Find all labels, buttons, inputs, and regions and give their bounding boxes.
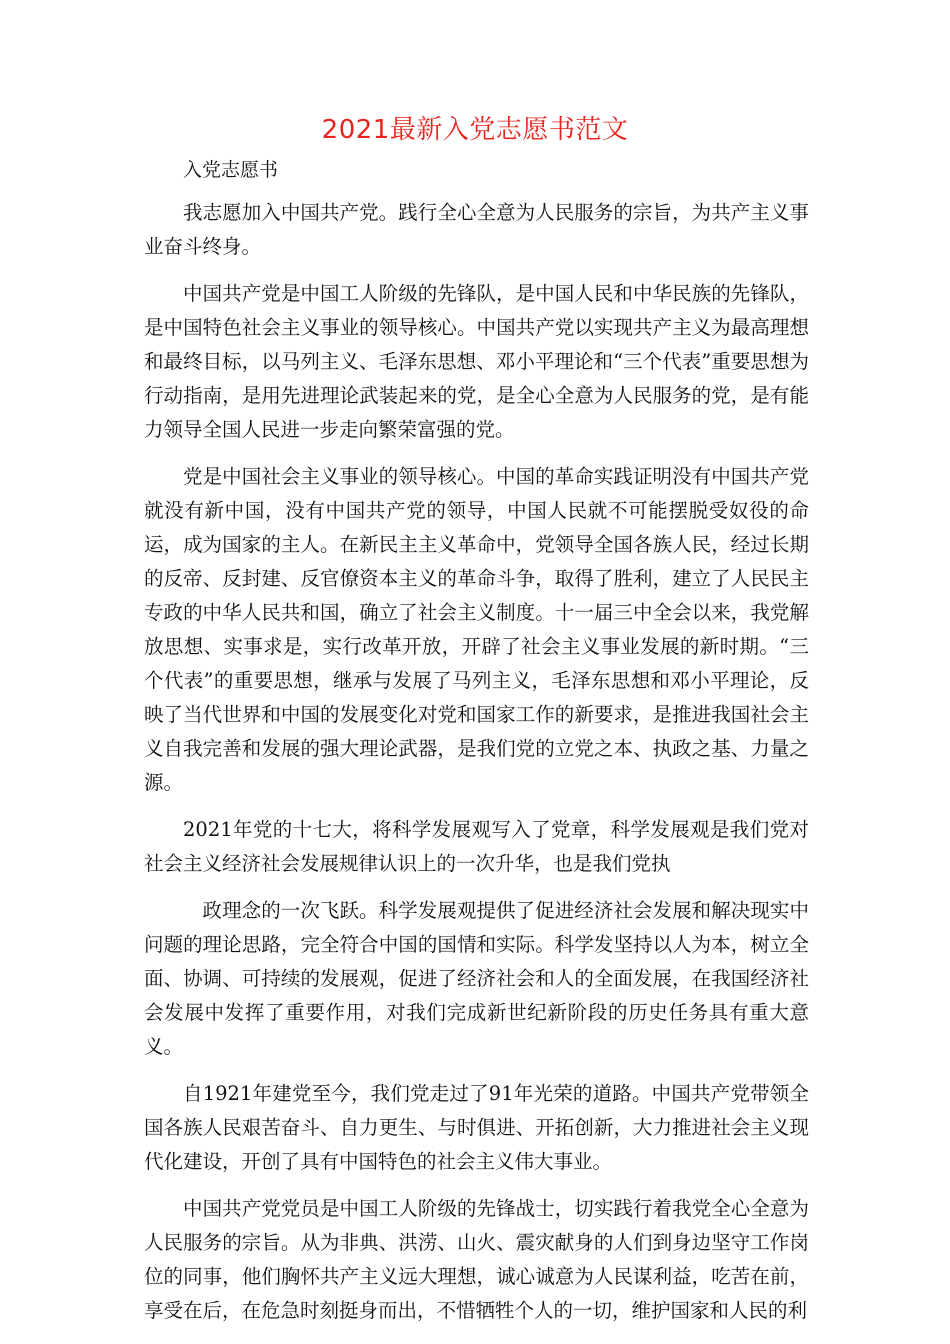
document-subtitle: 入党志愿书 bbox=[183, 159, 279, 181]
document-title: 2021最新入党志愿书范文 bbox=[321, 115, 629, 145]
paragraph-6: 自1921年建党至今，我们党走过了91年光荣的道路。中国共产党带领全国各族人民艰苦奋斗、自力更生、与时俱进、开拓创新，大力推进社会主义现代化建设，开创了具有中国特色的社会主义伟大事业。 bbox=[144, 1082, 809, 1173]
paragraph-7: 中国共产党党员是中国工人阶级的先锋战士，切实践行着我党全心全意为人民服务的宗旨。从为非典、洪涝、山火、震灾献身的人们到身边坚守工作岗位的同事，他们胸怀共产主义远大理想，诚心诚意为人民谋利益，吃苦在前，享受在后，在危急时刻挺身而出，不惜牺牲个人的一切，维护国家和人民的利 bbox=[144, 1197, 809, 1322]
paragraph-2: 中国共产党是中国工人阶级的先锋队，是中国人民和中华民族的先锋队，是中国特色社会主义事业的领导核心。中国共产党以实现共产主义为最高理想和最终目标，以马列主义、毛泽东思想、邓小平理论和“三个代表”重要思想为行动指南，是用先进理论武装起来的党，是全心全意为人民服务的党，是有能力领导全国人民进一步走向繁荣富强的党。 bbox=[144, 282, 809, 441]
paragraph-3: 党是中国社会主义事业的领导核心。中国的革命实践证明没有中国共产党就没有新中国，没有中国共产党的领导，中国人民就不可能摆脱受奴役的命运，成为国家的主人。在新民主主义革命中，党领导全国各族人民，经过长期的反帝、反封建、反官僚资本主义的革命斗争，取得了胜利，建立了人民民主专政的中华人民共和国，确立了社会主义制度。十一届三中全会以来，我党解放思想、实事求是，实行改革开放，开辟了社会主义事业发展的新时期。“三个代表”的重要思想，继承与发展了马列主义，毛泽东思想和邓小平理论，反映了当代世界和中国的发展变化对党和国家工作的新要求，是推进我国社会主义自我完善和发展的强大理论武器，是我们党的立党之本、执政之基、力量之源。 bbox=[144, 465, 809, 794]
paragraph-5: 政理念的一次飞跃。科学发展观提供了促进经济社会发展和解决现实中问题的理论思路，完全符合中国的国情和实际。科学发坚持以人为本，树立全面、协调、可持续的发展观，促进了经济社会和人的全面发展，在我国经济社会发展中发挥了重要作用，对我们完成新世纪新阶段的历史任务具有重大意义。 bbox=[144, 899, 809, 1058]
paragraph-1: 我志愿加入中国共产党。践行全心全意为人民服务的宗旨，为共产主义事业奋斗终身。 bbox=[144, 201, 809, 258]
document-body bbox=[144, 196, 809, 1341]
paragraph-4: 2021年党的十七大，将科学发展观写入了党章，科学发展观是我们党对社会主义经济社会发展规律认识上的一次升华，也是我们党执 bbox=[144, 818, 809, 875]
